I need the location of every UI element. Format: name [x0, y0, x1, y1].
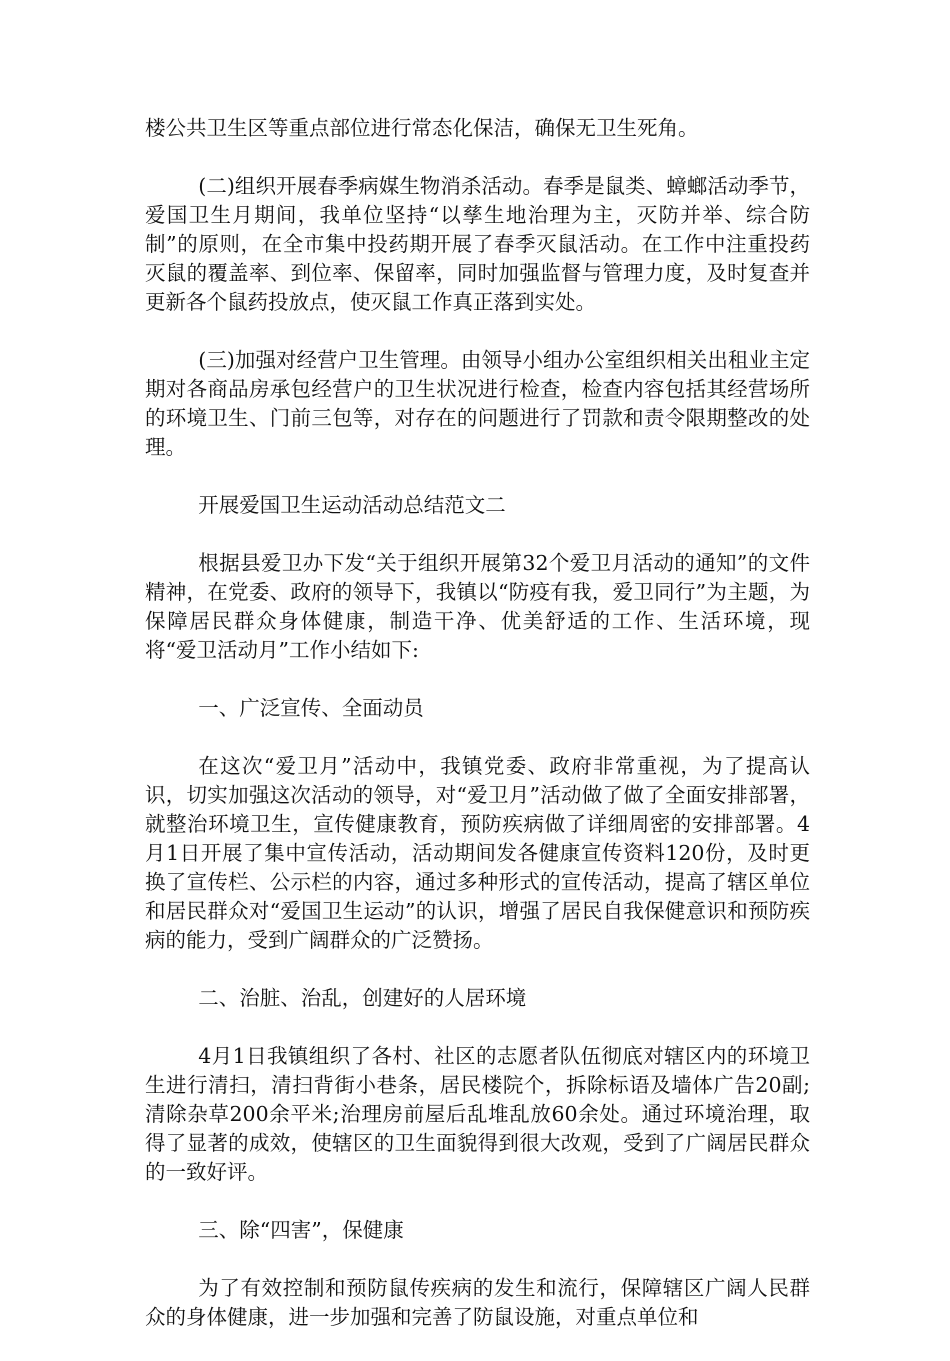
document-page	[145, 114, 810, 1361]
heading-two: 二、治脏、治乱，创建好的人居环境	[198, 986, 527, 1010]
section-title: 开展爱国卫生运动活动总结范文二	[198, 493, 506, 517]
paragraph-item-3: (三)加强对经营户卫生管理。由领导小组办公室组织相关出租业主定期对各商品房承包经营户的卫生状况进行检查，检查内容包括其经营场所的环境卫生、门前三包等，对存在的问题进行了罚款和责令限期整改的处理。	[145, 348, 810, 459]
heading-one: 一、广泛宣传、全面动员	[198, 696, 424, 720]
paragraph-continuation: 楼公共卫生区等重点部位进行常态化保洁，确保无卫生死角。	[145, 116, 699, 140]
paragraph-one: 在这次“爱卫月”活动中，我镇党委、政府非常重视，为了提高认识，切实加强这次活动的领导，对“爱卫月”活动做了做了全面安排部署，就整治环境卫生，宣传健康教育，预防疾病做了详细周密的安排部署。4月1日开展了集中宣传活动，活动期间发各健康宣传资料120份，及时更换了宣传栏、公示栏的内容，通过多种形式的宣传活动，提高了辖区单位和居民群众对“爱国卫生运动”的认识，增强了居民自我保健意识和预防疾病的能力，受到广阔群众的广泛赞扬。	[145, 754, 810, 952]
paragraph-intro: 根据县爱卫办下发“关于组织开展第32个爱卫月活动的通知”的文件精神，在党委、政府的领导下，我镇以“防疫有我，爱卫同行”为主题，为保障居民群众身体健康，制造干净、优美舒适的工作、生活环境，现将“爱卫活动月”工作小结如下:	[145, 551, 810, 662]
heading-three: 三、除“四害”，保健康	[198, 1218, 404, 1242]
paragraph-three: 为了有效控制和预防鼠传疾病的发生和流行，保障辖区广阔人民群众的身体健康，进一步加强和完善了防鼠设施，对重点单位和	[145, 1276, 810, 1329]
paragraph-item-2: (二)组织开展春季病媒生物消杀活动。春季是鼠类、蟑螂活动季节，爱国卫生月期间，我单位坚持“以孳生地治理为主，灭防并举、综合防制”的原则，在全市集中投药期开展了春季灭鼠活动。在工作中注重投药灭鼠的覆盖率、到位率、保留率，同时加强监督与管理力度，及时复查并更新各个鼠药投放点，使灭鼠工作真正落到实处。	[145, 174, 810, 314]
paragraph-two: 4月1日我镇组织了各村、社区的志愿者队伍彻底对辖区内的环境卫生进行清扫，清扫背街小巷条，居民楼院个，拆除标语及墙体广告20副;清除杂草200余平米;治理房前屋后乱堆乱放60余处。通过环境治理，取得了显著的成效，使辖区的卫生面貌得到很大改观，受到了广阔居民群众的一致好评。	[145, 1044, 810, 1184]
